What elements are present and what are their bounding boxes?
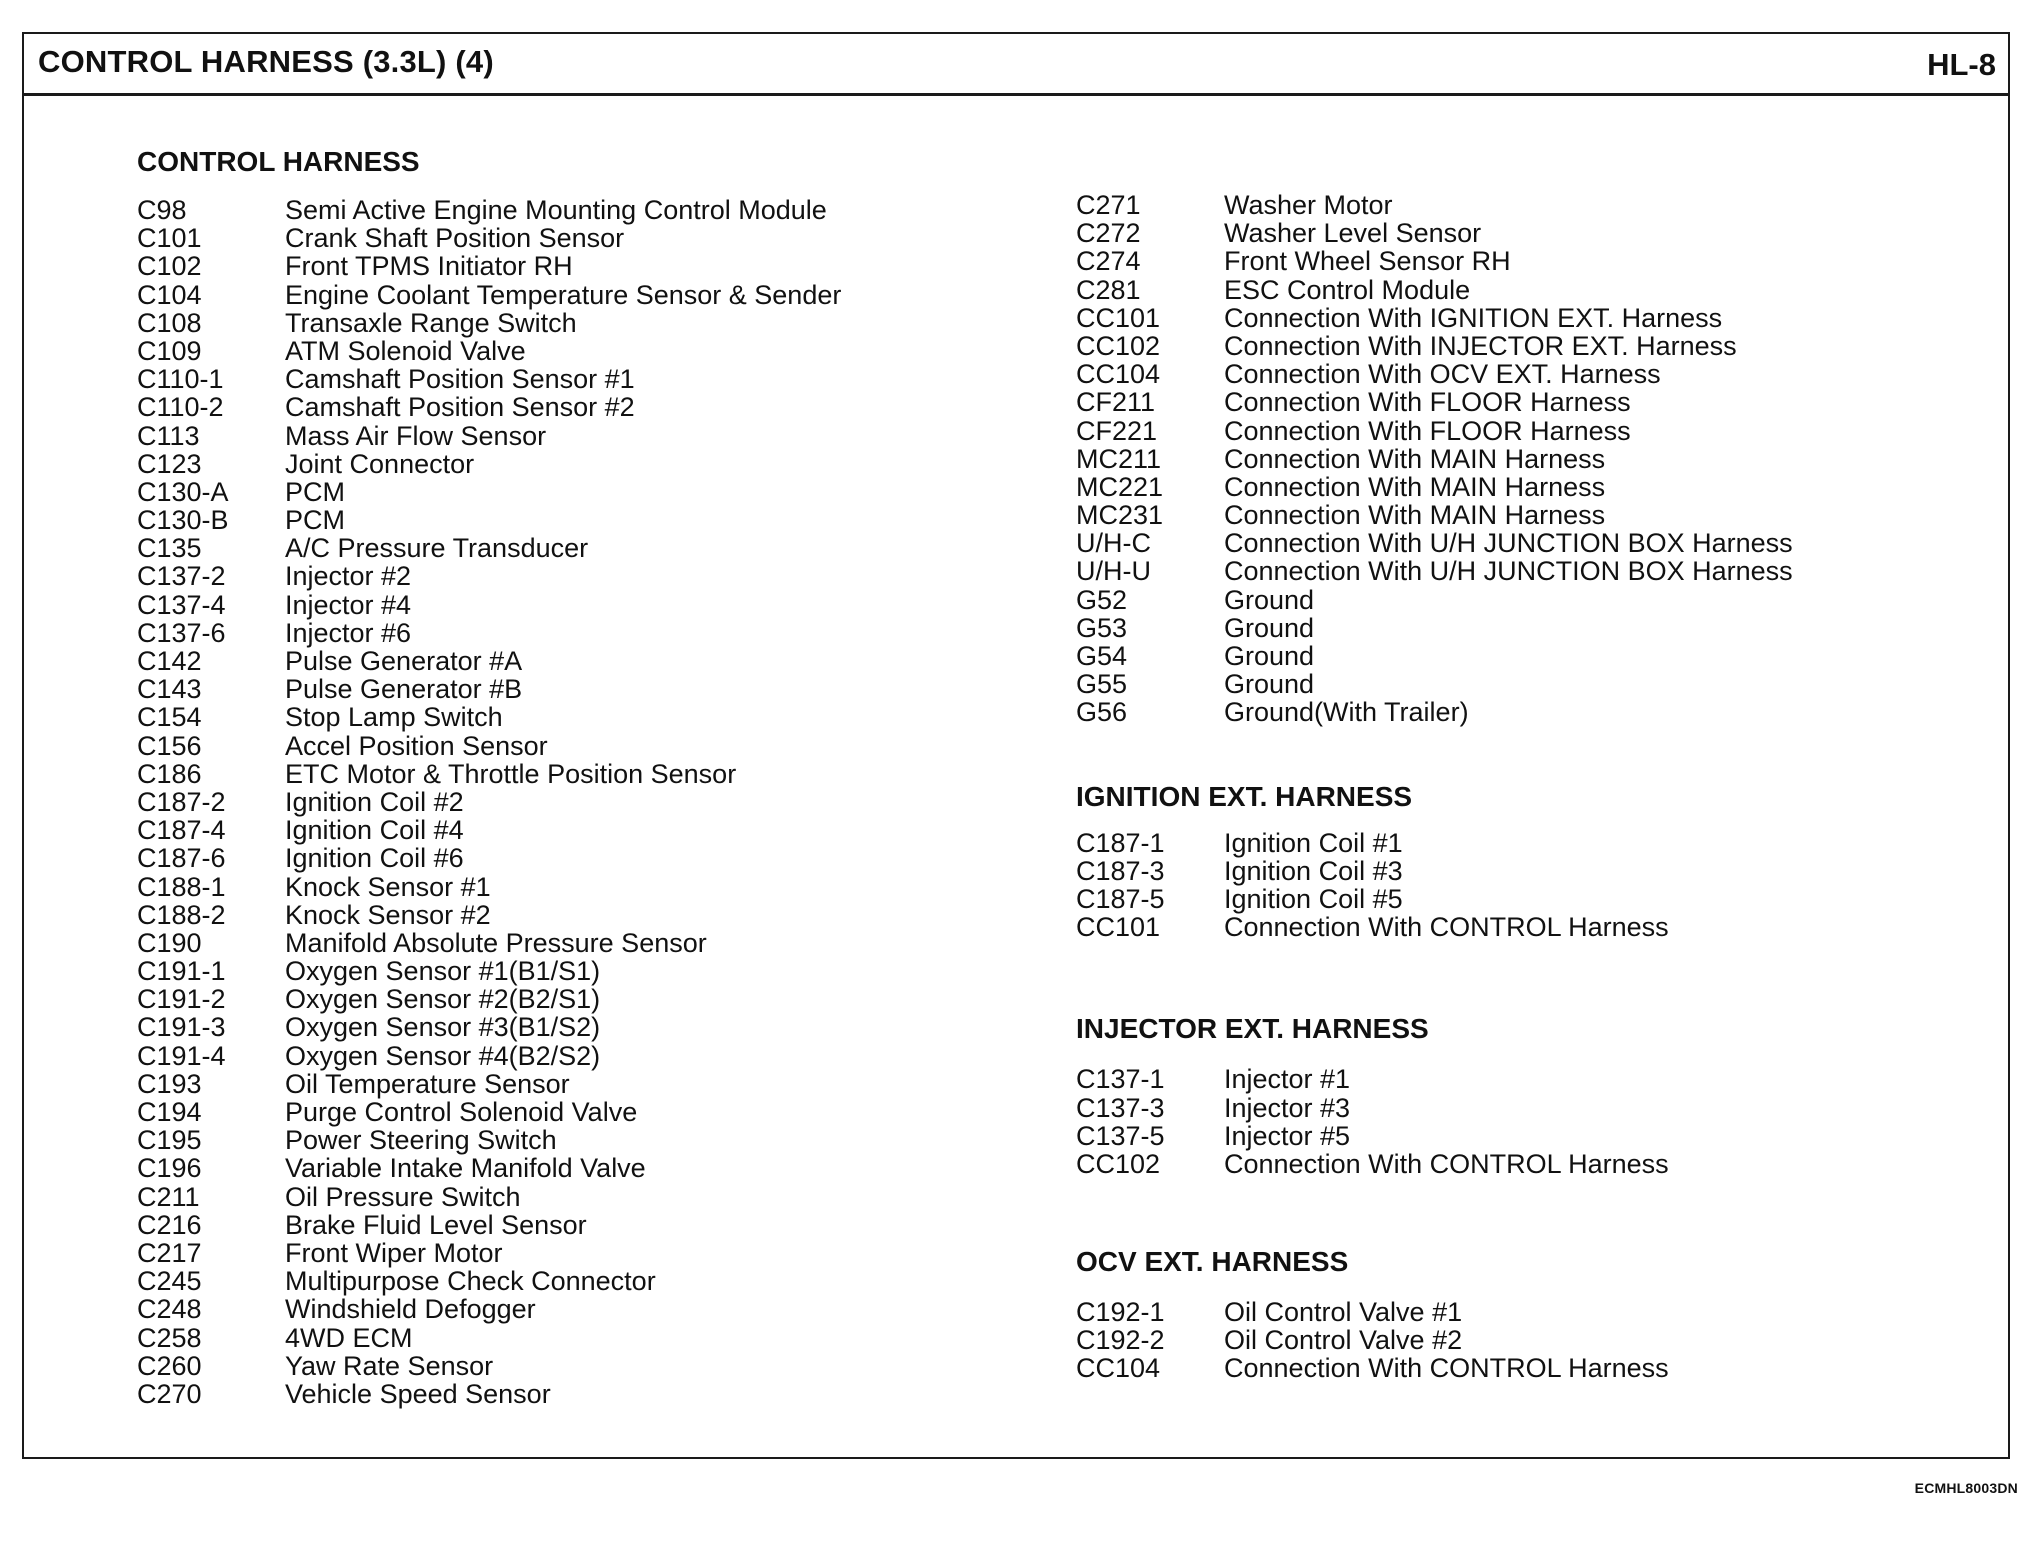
connector-code: CC102 xyxy=(1076,1148,1161,1179)
connector-code: C245 xyxy=(137,1266,202,1297)
connector-code: C187-5 xyxy=(1076,883,1165,914)
connector-code: G52 xyxy=(1076,584,1128,615)
right-column xyxy=(1076,191,1793,1383)
connector-code: C137-4 xyxy=(137,589,226,620)
connector-code: C110-1 xyxy=(137,364,224,395)
connector-code: G54 xyxy=(1076,641,1128,671)
list-item xyxy=(137,1239,841,1267)
list-item xyxy=(137,1352,841,1380)
list-item xyxy=(1076,885,1793,913)
list-item xyxy=(1076,360,1793,388)
page-header xyxy=(24,34,2008,96)
connector-code: C216 xyxy=(137,1209,202,1240)
connector-code: C130-B xyxy=(137,505,229,536)
connector-description: Injector #4 xyxy=(285,589,412,620)
list-item xyxy=(1076,829,1793,857)
connector-description: Ignition Coil #4 xyxy=(285,815,464,846)
connector-code: C192-1 xyxy=(1076,1297,1165,1328)
connector-code: C102 xyxy=(137,251,202,282)
connector-code: C113 xyxy=(137,420,200,451)
list-item xyxy=(137,337,841,365)
list-item xyxy=(137,1380,841,1408)
connector-code: C110-2 xyxy=(137,392,224,423)
connector-description: Oil Control Valve #2 xyxy=(1224,1325,1463,1356)
list-item xyxy=(137,703,841,731)
list-item xyxy=(137,1295,841,1323)
connector-description: Injector #2 xyxy=(285,561,412,592)
connector-code: C272 xyxy=(1076,218,1141,249)
list-item xyxy=(1076,1094,1793,1122)
list-item xyxy=(137,647,841,675)
connector-code: C271 xyxy=(1076,190,1141,220)
list-item xyxy=(137,873,841,901)
connector-code: C188-1 xyxy=(137,871,226,902)
left-column xyxy=(137,134,841,1408)
connector-description: ETC Motor & Throttle Position Sensor xyxy=(285,758,737,789)
connector-code: C137-1 xyxy=(1076,1064,1165,1095)
connector-code: C135 xyxy=(137,533,202,564)
connector-description: Washer Level Sensor xyxy=(1224,218,1482,249)
page-code: HL-8 xyxy=(1927,47,1996,82)
section-title-ignition-ext-harness: IGNITION EXT. HARNESS xyxy=(1076,780,1413,812)
connector-description: Ignition Coil #5 xyxy=(1224,883,1403,914)
section-title-injector-ext-harness: INJECTOR EXT. HARNESS xyxy=(1076,1013,1429,1045)
connector-code: C281 xyxy=(1076,274,1141,305)
connector-description: Stop Lamp Switch xyxy=(285,702,503,733)
connector-code: C258 xyxy=(137,1322,202,1353)
list-item xyxy=(137,365,841,393)
list-item xyxy=(137,844,841,872)
connector-code: CC101 xyxy=(1076,302,1161,333)
connector-description: Oxygen Sensor #1(B1/S1) xyxy=(285,956,601,987)
list-item xyxy=(137,1324,841,1352)
connector-code: C187-1 xyxy=(1076,827,1165,858)
list-item xyxy=(1076,529,1793,557)
connector-code: C193 xyxy=(137,1068,202,1099)
connector-code: CC104 xyxy=(1076,359,1161,390)
list-item xyxy=(137,393,841,421)
connector-description: Purge Control Solenoid Valve xyxy=(285,1097,638,1127)
connector-description: Connection With CONTROL Harness xyxy=(1224,912,1669,943)
list-item xyxy=(137,1183,841,1211)
image-code: ECMHL8003DN xyxy=(1914,1480,2018,1496)
list-item xyxy=(1076,304,1793,332)
connector-description: 4WD ECM xyxy=(285,1322,413,1353)
list-item xyxy=(137,506,841,534)
connector-description: Oxygen Sensor #4(B2/S2) xyxy=(285,1040,601,1071)
list-item xyxy=(137,450,841,478)
list-item xyxy=(1076,614,1793,642)
connector-code: MC211 xyxy=(1076,443,1162,474)
connector-code: C101 xyxy=(137,223,202,254)
connector-description: Front Wiper Motor xyxy=(285,1237,503,1268)
list-item xyxy=(1076,219,1793,247)
section-title-control-harness: CONTROL HARNESS xyxy=(137,146,420,177)
connector-code: C142 xyxy=(137,646,202,676)
connector-code: C191-4 xyxy=(137,1040,226,1071)
connector-code: C274 xyxy=(1076,246,1141,277)
list-item xyxy=(137,1154,841,1182)
list-item xyxy=(137,901,841,929)
connector-description: PCM xyxy=(285,505,345,536)
list-item xyxy=(1076,1150,1793,1178)
connector-code: C191-1 xyxy=(137,956,226,987)
list-item xyxy=(137,732,841,760)
connector-code: C188-2 xyxy=(137,899,226,930)
list-item xyxy=(1076,557,1793,585)
connector-description: Windshield Defogger xyxy=(285,1294,536,1325)
list-item xyxy=(1076,586,1793,614)
connector-description: ESC Control Module xyxy=(1224,274,1471,305)
control-harness-list xyxy=(137,196,841,1408)
connector-code: U/H-C xyxy=(1076,528,1151,559)
connector-description: Variable Intake Manifold Valve xyxy=(285,1153,646,1184)
list-item xyxy=(1076,913,1793,941)
list-item xyxy=(137,1126,841,1154)
connector-code: C156 xyxy=(137,730,202,761)
list-item xyxy=(1076,1122,1793,1150)
list-item xyxy=(137,562,841,590)
list-item xyxy=(137,985,841,1013)
connector-description: Connection With FLOOR Harness xyxy=(1224,415,1631,446)
list-item xyxy=(137,1013,841,1041)
connector-description: Injector #3 xyxy=(1224,1092,1351,1123)
connector-code: C143 xyxy=(137,674,202,705)
connector-code: C154 xyxy=(137,702,202,733)
list-item xyxy=(137,957,841,985)
connector-description: Front TPMS Initiator RH xyxy=(285,251,573,282)
connector-description: Power Steering Switch xyxy=(285,1125,557,1156)
list-item xyxy=(137,196,841,224)
connector-description: Ignition Coil #6 xyxy=(285,843,464,874)
connector-code: C130-A xyxy=(137,476,229,507)
list-item xyxy=(1076,332,1793,360)
connector-description: Connection With FLOOR Harness xyxy=(1224,387,1631,418)
connector-description: Ground xyxy=(1224,669,1315,700)
list-item xyxy=(137,534,841,562)
list-item xyxy=(137,252,841,280)
connector-code: C187-2 xyxy=(137,786,226,817)
list-item xyxy=(137,760,841,788)
connector-description: Yaw Rate Sensor xyxy=(285,1350,494,1381)
connector-description: Camshaft Position Sensor #1 xyxy=(285,364,635,395)
page-title: CONTROL HARNESS (3.3L) (4) xyxy=(38,44,494,79)
connector-description: Injector #5 xyxy=(1224,1120,1351,1151)
connector-description: Front Wheel Sensor RH xyxy=(1224,246,1511,277)
connector-code: C104 xyxy=(137,279,202,310)
connector-description: ATM Solenoid Valve xyxy=(285,335,526,366)
list-item xyxy=(1076,388,1793,416)
connector-code: C260 xyxy=(137,1350,202,1381)
page-frame xyxy=(22,32,2010,1459)
connector-code: G53 xyxy=(1076,612,1128,643)
connector-description: Multipurpose Check Connector xyxy=(285,1266,656,1297)
list-item xyxy=(1076,501,1793,529)
list-item xyxy=(1076,1354,1793,1382)
list-item xyxy=(137,1098,841,1126)
connector-code: C217 xyxy=(137,1237,202,1268)
connector-description: Knock Sensor #1 xyxy=(285,871,491,902)
connector-description: Semi Active Engine Mounting Control Module xyxy=(285,195,827,225)
connector-description: Connection With U/H JUNCTION BOX Harness xyxy=(1224,556,1793,587)
list-item xyxy=(1076,698,1793,726)
list-item xyxy=(1076,1298,1793,1326)
list-item xyxy=(1076,670,1793,698)
connector-code: U/H-U xyxy=(1076,556,1151,587)
connector-description: Vehicle Speed Sensor xyxy=(285,1378,551,1409)
connector-description: Connection With MAIN Harness xyxy=(1224,471,1606,502)
list-item xyxy=(137,224,841,252)
connector-code: C190 xyxy=(137,927,202,958)
connector-description: Oxygen Sensor #2(B2/S1) xyxy=(285,984,601,1015)
list-item xyxy=(137,281,841,309)
connector-code: MC221 xyxy=(1076,471,1164,502)
connector-description: Pulse Generator #B xyxy=(285,674,523,705)
list-item xyxy=(137,422,841,450)
list-item xyxy=(1076,247,1793,275)
section-title-ocv-ext-harness: OCV EXT. HARNESS xyxy=(1076,1246,1349,1278)
connector-description: Connection With OCV EXT. Harness xyxy=(1224,359,1661,390)
connector-description: Manifold Absolute Pressure Sensor xyxy=(285,927,707,958)
list-item xyxy=(1076,417,1793,445)
connector-code: C194 xyxy=(137,1097,202,1127)
connector-code: C195 xyxy=(137,1125,202,1156)
connector-description: Ignition Coil #3 xyxy=(1224,855,1403,886)
connector-code: C187-3 xyxy=(1076,855,1165,886)
control-harness-list-continued xyxy=(1076,191,1793,727)
connector-description: Connection With INJECTOR EXT. Harness xyxy=(1224,330,1737,361)
connector-description: Oil Temperature Sensor xyxy=(285,1068,570,1099)
list-item xyxy=(137,478,841,506)
connector-code: C187-6 xyxy=(137,843,226,874)
list-item xyxy=(1076,276,1793,304)
connector-code: CF221 xyxy=(1076,415,1158,446)
connector-code: C248 xyxy=(137,1294,202,1325)
connector-description: Engine Coolant Temperature Sensor & Sender xyxy=(285,279,842,310)
connector-code: C137-3 xyxy=(1076,1092,1165,1123)
connector-code: C137-2 xyxy=(137,561,226,592)
connector-code: C191-2 xyxy=(137,984,226,1015)
connector-code: C192-2 xyxy=(1076,1325,1165,1356)
list-item xyxy=(137,816,841,844)
connector-description: Injector #6 xyxy=(285,617,412,648)
list-item xyxy=(1076,445,1793,473)
connector-description: Mass Air Flow Sensor xyxy=(285,420,547,451)
connector-code: C187-4 xyxy=(137,815,226,846)
connector-description: Ground xyxy=(1224,612,1315,643)
connector-description: Transaxle Range Switch xyxy=(285,307,577,338)
connector-description: Connection With U/H JUNCTION BOX Harness xyxy=(1224,528,1793,559)
connector-description: Oil Control Valve #1 xyxy=(1224,1297,1463,1328)
connector-code: CC102 xyxy=(1076,330,1161,361)
connector-description: Ignition Coil #2 xyxy=(285,786,464,817)
connector-code: G55 xyxy=(1076,669,1128,700)
connector-description: Ground(With Trailer) xyxy=(1224,697,1469,728)
connector-code: G56 xyxy=(1076,697,1128,728)
connector-code: CC101 xyxy=(1076,912,1161,943)
list-item xyxy=(1076,642,1793,670)
connector-description: Washer Motor xyxy=(1224,190,1393,220)
connector-code: CF211 xyxy=(1076,387,1156,418)
connector-code: C191-3 xyxy=(137,1012,226,1043)
connector-code: C186 xyxy=(137,758,202,789)
ocv-ext-harness-list xyxy=(1076,1298,1793,1383)
connector-description: Connection With MAIN Harness xyxy=(1224,443,1606,474)
connector-code: C98 xyxy=(137,195,187,225)
connector-description: Ground xyxy=(1224,584,1315,615)
list-item xyxy=(137,675,841,703)
list-item xyxy=(137,1070,841,1098)
list-item xyxy=(1076,857,1793,885)
connector-code: C123 xyxy=(137,448,202,479)
list-item xyxy=(137,788,841,816)
list-item xyxy=(1076,191,1793,219)
connector-description: Joint Connector xyxy=(285,448,475,479)
connector-description: Crank Shaft Position Sensor xyxy=(285,223,625,254)
list-item xyxy=(137,309,841,337)
connector-description: Ignition Coil #1 xyxy=(1224,827,1403,858)
connector-description: Pulse Generator #A xyxy=(285,646,523,676)
connector-code: MC231 xyxy=(1076,500,1164,531)
list-item xyxy=(137,929,841,957)
connector-description: Brake Fluid Level Sensor xyxy=(285,1209,587,1240)
list-item xyxy=(1076,473,1793,501)
connector-description: Knock Sensor #2 xyxy=(285,899,491,930)
list-item xyxy=(137,619,841,647)
list-item xyxy=(137,1267,841,1295)
list-item xyxy=(1076,1065,1793,1093)
connector-description: Connection With CONTROL Harness xyxy=(1224,1353,1669,1384)
connector-description: Oil Pressure Switch xyxy=(285,1181,521,1212)
ignition-ext-harness-list xyxy=(1076,829,1793,942)
list-item xyxy=(137,1042,841,1070)
connector-description: Injector #1 xyxy=(1224,1064,1351,1095)
connector-code: CC104 xyxy=(1076,1353,1161,1384)
connector-code: C108 xyxy=(137,307,202,338)
list-item xyxy=(137,1211,841,1239)
connector-description: Accel Position Sensor xyxy=(285,730,548,761)
connector-code: C196 xyxy=(137,1153,202,1184)
connector-description: Camshaft Position Sensor #2 xyxy=(285,392,635,423)
connector-description: A/C Pressure Transducer xyxy=(285,533,589,564)
connector-description: Oxygen Sensor #3(B1/S2) xyxy=(285,1012,601,1043)
connector-code: C270 xyxy=(137,1378,202,1409)
injector-ext-harness-list xyxy=(1076,1065,1793,1178)
list-item xyxy=(137,591,841,619)
list-item xyxy=(1076,1326,1793,1354)
connector-code: C137-5 xyxy=(1076,1120,1165,1151)
connector-description: Connection With MAIN Harness xyxy=(1224,500,1606,531)
connector-code: C109 xyxy=(137,335,202,366)
connector-description: Connection With CONTROL Harness xyxy=(1224,1148,1669,1179)
connector-description: PCM xyxy=(285,476,345,507)
connector-code: C211 xyxy=(137,1181,200,1212)
connector-code: C137-6 xyxy=(137,617,226,648)
connector-description: Ground xyxy=(1224,641,1315,671)
connector-description: Connection With IGNITION EXT. Harness xyxy=(1224,302,1723,333)
